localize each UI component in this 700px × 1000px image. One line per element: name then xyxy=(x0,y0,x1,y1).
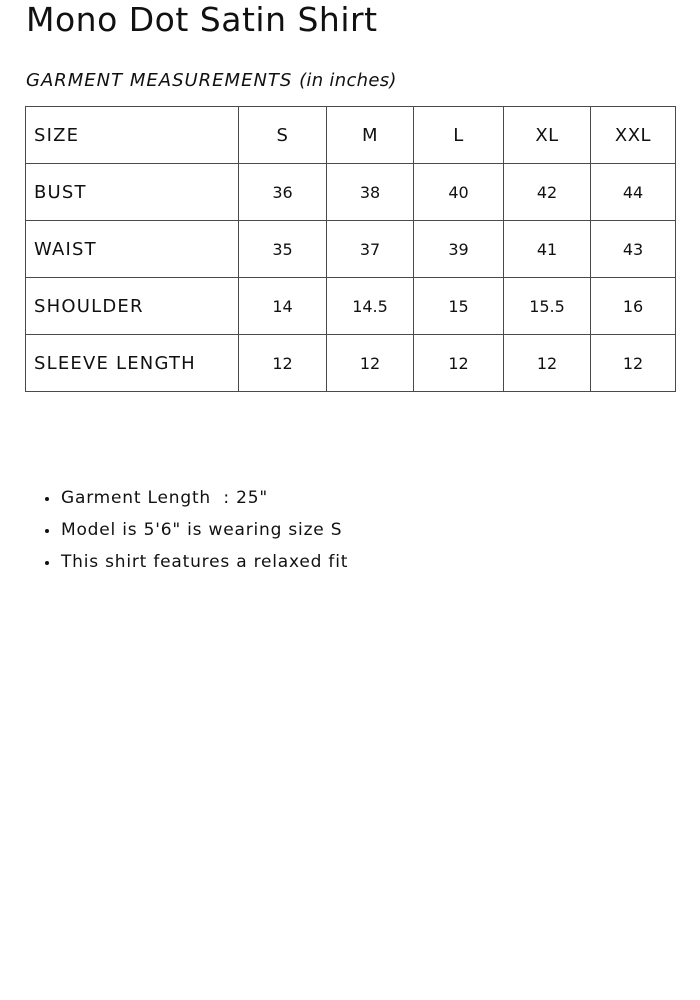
table-row xyxy=(26,335,676,392)
measurement-cell: 44 xyxy=(591,164,676,221)
measurement-cell: 16 xyxy=(591,278,676,335)
row-label: SLEEVE LENGTH xyxy=(26,335,239,392)
measurement-cell: 14.5 xyxy=(327,278,414,335)
measurement-cell: 12 xyxy=(327,335,414,392)
list-item: This shirt features a relaxed fit xyxy=(61,546,348,578)
measurements-heading-text: GARMENT MEASUREMENTS xyxy=(26,70,293,91)
measurement-cell: 42 xyxy=(504,164,591,221)
measurement-cell: 15.5 xyxy=(504,278,591,335)
row-label: SHOULDER xyxy=(26,278,239,335)
size-column-header: S xyxy=(239,107,327,164)
page-title: Mono Dot Satin Shirt xyxy=(26,0,378,39)
size-column-header: XXL xyxy=(591,107,676,164)
size-column-header: XL xyxy=(504,107,591,164)
list-item: Model is 5'6" is wearing size S xyxy=(61,514,348,546)
table-row xyxy=(26,164,676,221)
measurement-cell: 12 xyxy=(504,335,591,392)
row-label: WAIST xyxy=(26,221,239,278)
measurement-cell: 40 xyxy=(414,164,504,221)
measurement-cell: 38 xyxy=(327,164,414,221)
measurements-unit: (in inches) xyxy=(299,70,397,91)
measurement-cell: 15 xyxy=(414,278,504,335)
measurement-cell: 41 xyxy=(504,221,591,278)
measurement-cell: 12 xyxy=(414,335,504,392)
table-header-row xyxy=(26,107,676,164)
row-label: BUST xyxy=(26,164,239,221)
measurement-cell: 43 xyxy=(591,221,676,278)
product-notes-list xyxy=(43,482,348,578)
size-header-label: SIZE xyxy=(26,107,239,164)
measurement-cell: 37 xyxy=(327,221,414,278)
table-row xyxy=(26,278,676,335)
measurement-cell: 39 xyxy=(414,221,504,278)
measurements-heading xyxy=(26,68,397,94)
measurement-cell: 14 xyxy=(239,278,327,335)
list-item: Garment Length : 25" xyxy=(61,482,348,514)
measurement-cell: 36 xyxy=(239,164,327,221)
measurement-cell: 12 xyxy=(591,335,676,392)
size-column-header: L xyxy=(414,107,504,164)
table-row xyxy=(26,221,676,278)
measurement-cell: 12 xyxy=(239,335,327,392)
size-column-header: M xyxy=(327,107,414,164)
measurement-cell: 35 xyxy=(239,221,327,278)
size-chart-table xyxy=(25,106,676,392)
